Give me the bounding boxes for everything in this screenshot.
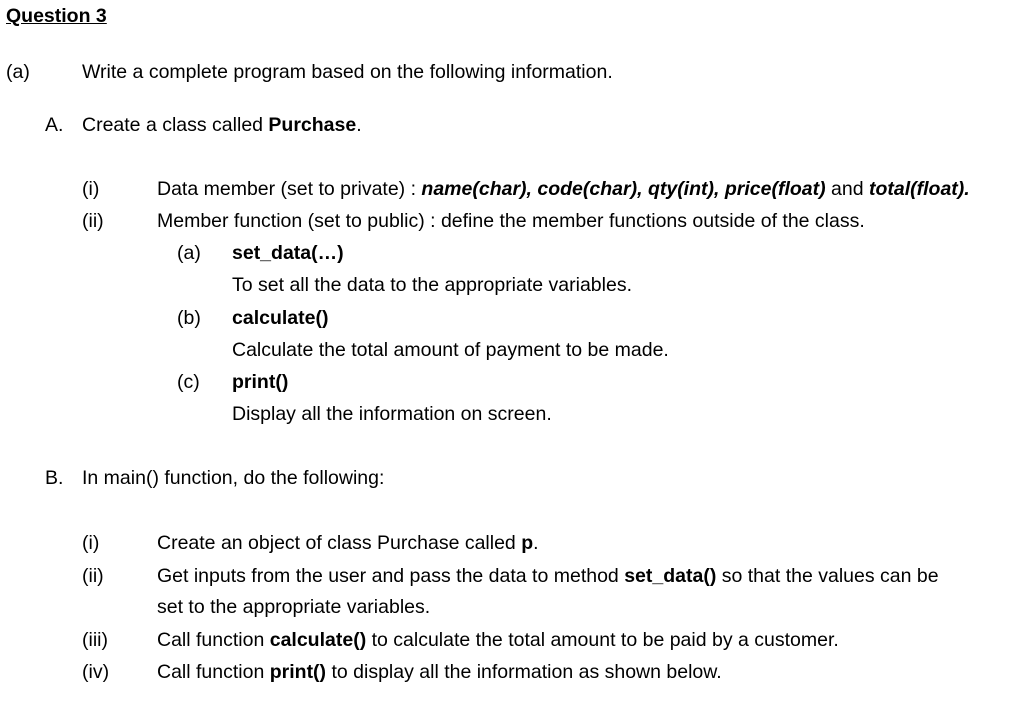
- and-text: and: [825, 178, 869, 200]
- member-qty: qty(int): [647, 178, 714, 200]
- item-text-post: so that the values can be: [716, 565, 939, 587]
- function-desc: Display all the information on screen.: [232, 403, 552, 425]
- function-name-print: print(): [232, 371, 289, 393]
- item-bold: set_data(): [624, 565, 717, 587]
- function-label: (a): [177, 242, 201, 264]
- section-a-item-label: (ii): [82, 210, 104, 232]
- item-text: Get inputs from the user and pass the data to method: [157, 565, 625, 587]
- member-code: code(char): [537, 178, 638, 200]
- section-b-label: B.: [45, 467, 64, 489]
- item-text-post: to calculate the total amount to be paid by a customer.: [366, 629, 839, 651]
- item-text-post: to display all the information as shown below.: [326, 661, 722, 683]
- function-label: (b): [177, 307, 201, 329]
- member-price: price(float): [724, 178, 826, 200]
- section-b-item-label: (iv): [82, 661, 110, 683]
- section-a-text: [82, 113, 362, 137]
- item-bold: p: [521, 532, 534, 554]
- section-a-text-pre: Create a class called: [82, 114, 269, 136]
- item-bold: calculate(): [269, 629, 367, 651]
- section-a-text-post: .: [356, 114, 362, 136]
- part-a-text: Write a complete program based on the following information.: [82, 61, 613, 83]
- separator: ,: [714, 178, 725, 200]
- section-b-item: [157, 628, 839, 652]
- function-desc: Calculate the total amount of payment to be made.: [232, 339, 669, 361]
- function-desc: To set all the data to the appropriate variables.: [232, 274, 632, 296]
- section-b-item-label: (i): [82, 532, 100, 554]
- function-name-calculate: calculate(): [232, 307, 329, 329]
- item-text: Call function: [157, 661, 270, 683]
- question-title: Question 3: [6, 5, 107, 27]
- section-a-item-label: (i): [82, 178, 100, 200]
- data-member-prefix: Data member (set to private) :: [157, 178, 422, 200]
- member-total: total(float): [868, 178, 965, 200]
- section-b-item: [157, 660, 722, 684]
- member-function-line: Member function (set to public) : define the member functions outside of the class.: [157, 210, 865, 232]
- section-b-item: [157, 564, 939, 588]
- section-b-item-label: (ii): [82, 565, 104, 587]
- section-b-item: [157, 531, 539, 555]
- separator: ,: [637, 178, 648, 200]
- section-a-label: A.: [45, 114, 64, 136]
- class-name: Purchase: [268, 114, 357, 136]
- item-text: Call function: [157, 629, 270, 651]
- item-text-post: .: [533, 532, 539, 554]
- section-b-text: In main() function, do the following:: [82, 467, 385, 489]
- part-a-label: (a): [6, 61, 30, 83]
- section-b-item-continuation: set to the appropriate variables.: [157, 596, 431, 618]
- section-b-item-label: (iii): [82, 629, 108, 651]
- function-label: (c): [177, 371, 200, 393]
- item-bold: print(): [269, 661, 327, 683]
- function-name-set-data: set_data(…): [232, 242, 344, 264]
- data-member-line: [157, 177, 970, 201]
- member-name: name(char): [421, 178, 527, 200]
- period: .: [964, 178, 970, 200]
- item-text: Create an object of class Purchase called: [157, 532, 522, 554]
- separator: ,: [526, 178, 538, 200]
